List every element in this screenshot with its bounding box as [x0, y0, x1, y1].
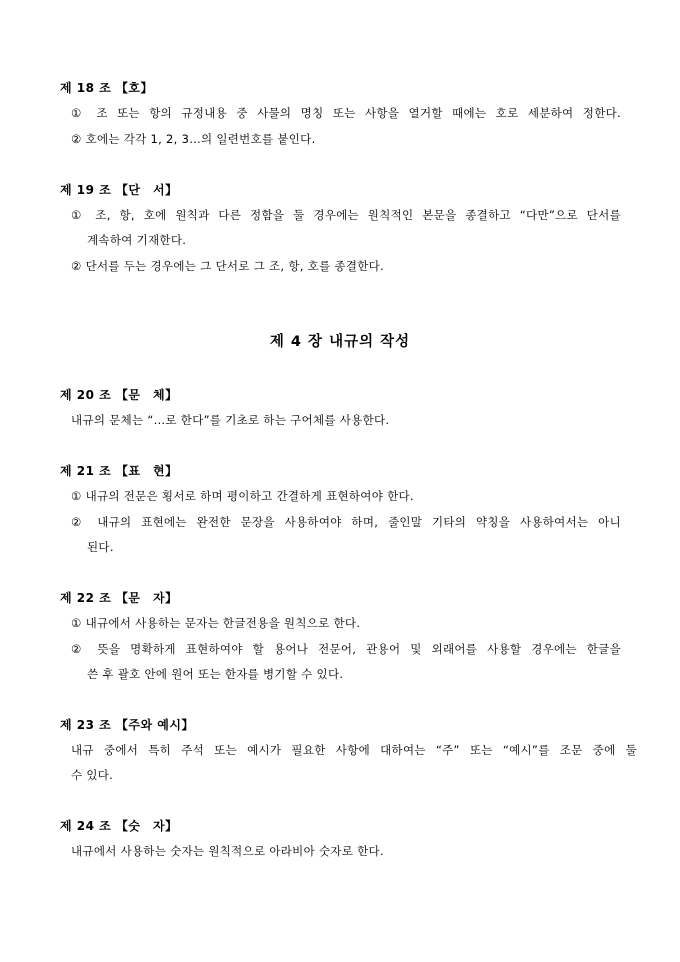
article-21-paragraph-1: ① 내규의 전문은 횡서로 하며 평이하고 간결하게 표현하여야 한다. [71, 489, 414, 503]
article-23-heading: 제 23 조 【주와 예시】 [60, 718, 194, 732]
article-24-paragraph: 내규에서 사용하는 숫자는 원칙적으로 아라비아 숫자로 한다. [71, 844, 384, 858]
article-18-paragraph-2: ② 호에는 각각 1, 2, 3…의 일련번호를 붙인다. [71, 132, 316, 146]
article-22-paragraph-1: ① 내규에서 사용하는 문자는 한글전용을 원칙으로 한다. [71, 616, 361, 630]
article-22-paragraph-2-continued: 쓴 후 괄호 안에 원어 또는 한자를 병기할 수 있다. [87, 667, 344, 681]
article-23-paragraph-continued: 수 있다. [71, 768, 114, 782]
article-21-heading: 제 21 조 【표 현】 [60, 464, 178, 478]
article-23-paragraph: 내규 중에서 특히 주석 또는 예시가 필요한 사항에 대하여는 “주” 또는 “예시”를 조문 중에 둘 [71, 743, 637, 757]
article-18-heading: 제 18 조 【호】 [60, 81, 154, 95]
article-21-paragraph-2: ② 내규의 표현에는 완전한 문장을 사용하여야 하며, 줄인말 기타의 약칭을 사용하여서는 아니 [71, 515, 621, 529]
article-19-paragraph-1-continued: 계속하여 기재한다. [87, 233, 187, 247]
article-21-paragraph-2-continued: 된다. [87, 540, 114, 554]
article-19-paragraph-1: ① 조, 항, 호에 원칙과 다른 정함을 둘 경우에는 원칙적인 본문을 종결하고 “다만”으로 단서를 [71, 208, 621, 222]
article-19-heading: 제 19 조 【단 서】 [60, 183, 178, 197]
article-18-paragraph-1: ① 조 또는 항의 규정내용 중 사물의 명칭 또는 사항을 열거할 때에는 호로 세분하여 정한다. [71, 106, 621, 120]
article-20-heading: 제 20 조 【문 체】 [60, 388, 178, 402]
article-19-paragraph-2: ② 단서를 두는 경우에는 그 단서로 그 조, 항, 호를 종결한다. [71, 259, 385, 273]
article-24-heading: 제 24 조 【숫 자】 [60, 819, 178, 833]
article-22-paragraph-2: ② 뜻을 명확하게 표현하여야 할 용어나 전문어, 관용어 및 외래어를 사용할 경우에는 한글을 [71, 642, 621, 656]
chapter-title: 제 4 장 내규의 작성 [269, 334, 411, 350]
article-20-paragraph: 내규의 문체는 “…로 한다”를 기초로 하는 구어체를 사용한다. [71, 413, 390, 427]
article-22-heading: 제 22 조 【문 자】 [60, 591, 178, 605]
